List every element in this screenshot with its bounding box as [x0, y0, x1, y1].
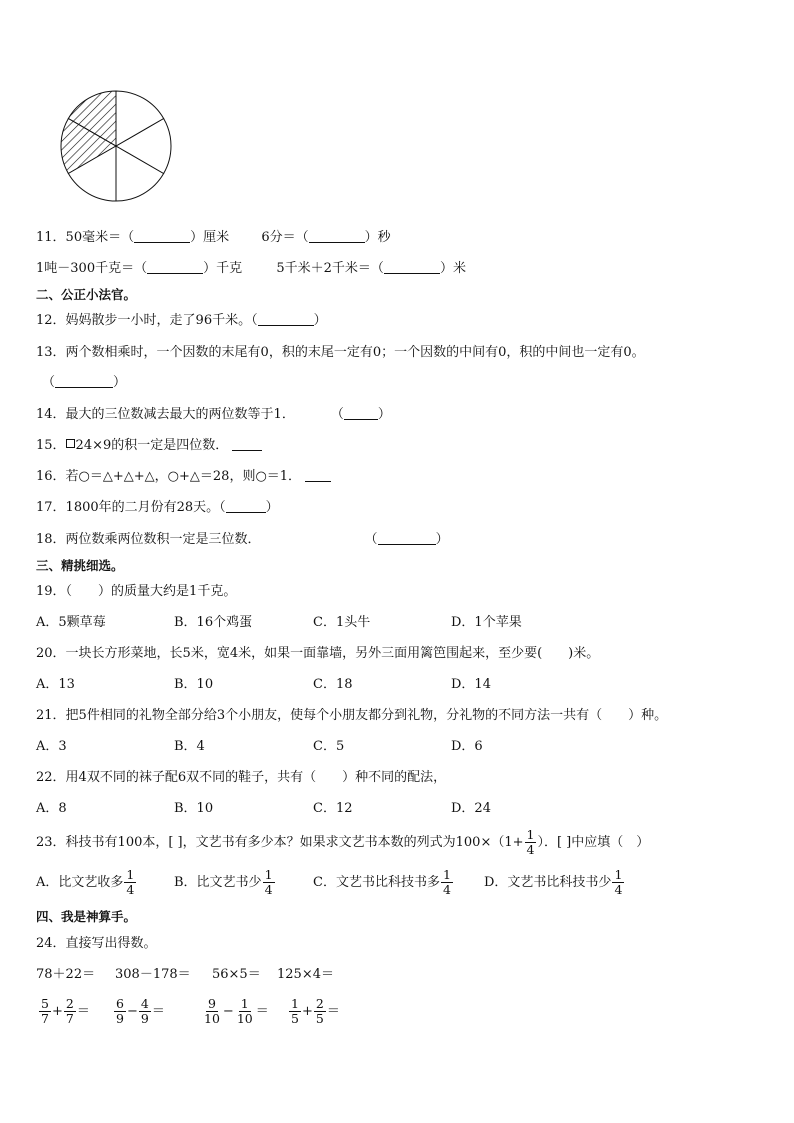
fraction: $\frac{1}{4}$	[614, 867, 623, 897]
q21-option-a[interactable]: A．3	[36, 739, 67, 754]
q24-fraction-expr-1: $\frac{5}{7}$ + $\frac{2}{7}$ ＝	[41, 996, 90, 1026]
q22-option-d[interactable]: D．24	[451, 801, 491, 816]
q23-option-a[interactable]: A．比文艺收多 $\frac{1}{4}$	[36, 867, 135, 897]
q13-answer: （ ）	[42, 375, 127, 390]
q11-line1: 11．50毫米＝（ ）厘米 6分＝（ ）秒	[36, 230, 391, 245]
q11-line2: 1吨－300千克＝（ ）千克 5千米＋2千米＝（ ）米	[36, 261, 466, 276]
answer-blank[interactable]	[147, 260, 203, 274]
q24-row1-item: 125×4＝	[277, 967, 334, 982]
fraction-circle-figure	[58, 88, 174, 204]
section-3-heading: 三、精挑细选。	[36, 558, 124, 573]
q23-option-c[interactable]: C．文艺书比科技书多 $\frac{1}{4}$	[313, 867, 451, 897]
answer-blank[interactable]	[55, 374, 113, 388]
q23-option-b[interactable]: B．比文艺书少 $\frac{1}{4}$	[174, 867, 273, 897]
q21-option-c[interactable]: C．5	[313, 739, 345, 754]
q19: 19．（ ）的质量大约是1千克。	[36, 584, 237, 599]
q13: 13．两个数相乘时，一个因数的末尾有0，积的末尾一定有0；一个因数的中间有0，积的中间也一定有0。	[36, 345, 645, 360]
q20: 20．一块长方形菜地，长5米，宽4米，如果一面靠墙，另外三面用篱笆围起来，至少要( )米。	[36, 646, 600, 661]
answer-blank[interactable]	[378, 531, 436, 545]
q19-option-b[interactable]: B．16个鸡蛋	[174, 615, 253, 630]
q19-option-d[interactable]: D．1个苹果	[451, 615, 522, 630]
q22-option-c[interactable]: C．12	[313, 801, 353, 816]
answer-blank[interactable]	[344, 406, 378, 420]
answer-blank[interactable]	[134, 229, 190, 243]
q17: 17．1800年的二月份有28天。（ ）	[36, 500, 279, 515]
q22: 22．用4双不同的袜子配6双不同的鞋子，共有（ ）种不同的配法，	[36, 770, 447, 785]
q15: 15． 24×9的积一定是四位数．	[36, 437, 262, 455]
fraction: $\frac{1}{4}$	[442, 867, 451, 897]
q20-option-c[interactable]: C．18	[313, 677, 353, 692]
q23-option-d[interactable]: D．文艺书比科技书少 $\frac{1}{4}$	[484, 867, 623, 897]
q21: 21．把5件相同的礼物全部分给3个小朋友，使每个小朋友都分到礼物，分礼物的不同方法一共有（ ）种。	[36, 708, 668, 723]
answer-blank[interactable]	[258, 312, 314, 326]
section-2-heading: 二、公正小法官。	[36, 287, 137, 302]
q12: 12．妈妈散步一小时，走了96千米。（ ）	[36, 313, 327, 328]
q22-option-b[interactable]: B．10	[174, 801, 214, 816]
q19-option-a[interactable]: A．5颗草莓	[36, 615, 106, 630]
q24: 24．直接写出得数。	[36, 936, 157, 951]
q20-option-a[interactable]: A．13	[36, 677, 75, 692]
answer-blank[interactable]	[232, 437, 262, 451]
q22-option-a[interactable]: A．8	[36, 801, 67, 816]
q16: 16．若○＝△+△+△，○+△＝28，则○＝1．	[36, 468, 331, 486]
missing-digit-box-icon	[66, 439, 75, 448]
q24-row1-item: 308－178＝	[115, 967, 191, 982]
q19-option-c[interactable]: C．1头牛	[313, 615, 371, 630]
answer-blank[interactable]	[309, 229, 365, 243]
q24-fraction-expr-4: $\frac{1}{5}$ + $\frac{2}{5}$ ＝	[291, 996, 340, 1026]
answer-blank[interactable]	[305, 468, 331, 482]
q14: 14．最大的三位数减去最大的两位数等于1． （ ）	[36, 407, 391, 422]
q24-row1-item: 56×5＝	[212, 967, 261, 982]
q18: 18．两位数乘两位数积一定是三位数． （ ）	[36, 532, 449, 547]
q24-fraction-expr-3: $\frac{9}{10}$ − $\frac{1}{10}$ ＝	[204, 996, 269, 1026]
answer-blank[interactable]	[384, 260, 440, 274]
section-4-heading: 四、我是神算手。	[36, 909, 137, 924]
q20-option-d[interactable]: D．14	[451, 677, 491, 692]
answer-blank[interactable]	[226, 499, 266, 513]
q23: 23．科技书有100本，[ ]，文艺书有多少本？如果求文艺书本数的列式为100×（1+ $\frac{1}{4}$ ）．[ ]中应填（ ）	[36, 827, 650, 857]
fraction: $\frac{1}{4}$	[126, 867, 135, 897]
fraction: $\frac{1}{4}$	[264, 867, 273, 897]
fraction: $\frac{1}{4}$	[526, 827, 535, 857]
q20-option-b[interactable]: B．10	[174, 677, 214, 692]
q21-option-d[interactable]: D．6	[451, 739, 483, 754]
q24-fraction-expr-2: $\frac{6}{9}$ − $\frac{4}{9}$ ＝	[116, 996, 165, 1026]
q24-row1-item: 78＋22＝	[36, 967, 96, 982]
q21-option-b[interactable]: B．4	[174, 739, 205, 754]
